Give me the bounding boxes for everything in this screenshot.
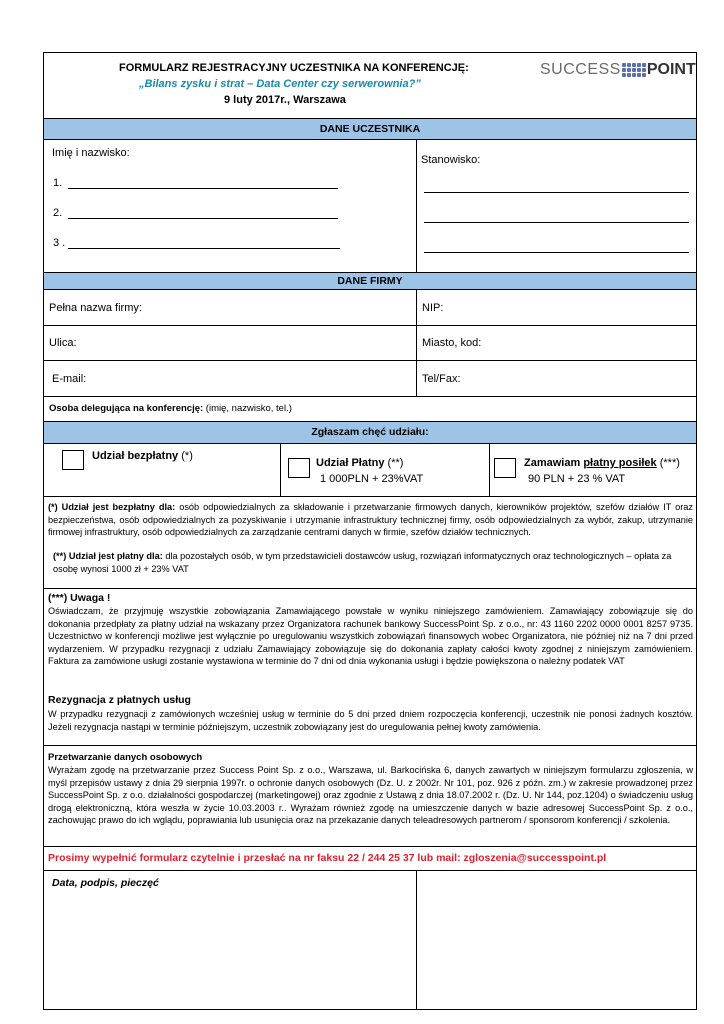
name-line-3[interactable] — [68, 248, 340, 249]
logo-dots-icon — [622, 63, 646, 77]
paid-participation-checkbox[interactable] — [288, 458, 310, 478]
meal-label — [524, 457, 680, 469]
name-line-3-number: 3 . — [53, 237, 66, 249]
company-divider-2 — [416, 326, 417, 360]
logo-text-success: SUCCESS — [540, 61, 621, 78]
name-line-1-number: 1. — [53, 177, 63, 189]
free-participation-checkbox[interactable] — [62, 450, 84, 470]
data-processing-section — [44, 745, 696, 846]
paid-label-mark: (**) — [384, 457, 404, 469]
paid-participation-note — [48, 550, 693, 575]
company-band-label: DANE FIRMY — [337, 275, 403, 287]
free-participation-label — [92, 450, 193, 462]
meal-checkbox[interactable] — [494, 458, 516, 478]
form-title: FORMULARZ REJESTRACYJNY UCZESTNIKA NA KONFERENCJĘ: — [119, 62, 469, 74]
data-processing-body: Wyrażam zgodę na przetwarzanie przez Success Point Sp. z o.o., Warszawa, ul. Barkocińska 6, danych zawartych w niniejszym formularzu zgłoszenia, w myśl przepisów ustawy z dnia 29 sierpnia 1997r. o ochronie danych osobowych (Dz. U. z 2002r. Nr 101, poz. 926 z późn. zm.) w zakresie prowadzonej przez SuccessPoint Sp. z o.o. działalności gospodarczej (marketingowej) oraz zgodnie z Ustawą z dnia 18.07.2002 r. (Dz. U. Nr 144, poz.1204) o świadczeniu usług drogą elektroniczną, która weszła w życie 10.03.2003 r.. Wyrażam również zgodę na umieszczenie danych w bazie adresowej SuccessPoint Sp. z o.o., zachowując prawo do ich wglądu, poprawiania lub usunięcia oraz na przekazanie danych teleadresowych partnerom / sponsorom konferencji / szkolenia. — [48, 765, 693, 826]
participation-band-label: Zgłaszam chęć udziału: — [311, 426, 429, 438]
name-line-2-number: 2. — [53, 207, 63, 219]
company-divider-1 — [416, 290, 417, 325]
participant-section-band — [44, 118, 696, 139]
street-label[interactable]: Ulica: — [49, 337, 77, 349]
terms-section — [44, 588, 696, 745]
logo-text-point: POINT — [646, 61, 696, 78]
participant-divider — [416, 140, 417, 272]
form-header — [44, 53, 696, 118]
position-line-3[interactable] — [424, 252, 689, 253]
options-divider-1 — [280, 444, 281, 496]
conference-date: 9 luty 2017r., Warszawa — [224, 94, 346, 106]
options-divider-2 — [489, 444, 490, 496]
successpoint-logo — [540, 61, 696, 79]
free-note-text: osób odpowiedzialnych za składowanie i przetwarzanie firmowych danych, kierowników projektów, szefów działów IT oraz bezpieczeństwa, osób odpowiedzialnych za pozyskiwanie i utrzymanie infrastruktury technicznej firmy, osób odpowiedzialnych za wybór, zakup, utrzymanie firmowej infrastruktury, osób odpowiedzialnych za zarządzanie centrami danych w firmie, szefów działów technicznych. — [48, 502, 693, 538]
resignation-heading: Rezygnacja z płatnych usług — [48, 694, 191, 706]
delegating-label — [49, 403, 292, 414]
signature-row — [44, 870, 696, 1009]
signature-label: Data, podpis, pieczęć — [52, 877, 159, 889]
delegating-row[interactable] — [44, 396, 696, 421]
paid-participation-label — [316, 457, 403, 469]
free-label-text: Udział bezpłatny — [92, 450, 179, 462]
name-line-2[interactable] — [68, 218, 338, 219]
paid-note-text: dla pozostałych osób, w tym przedstawicieli dostawców usług, rozwiązań informatycznych oraz technologicznych – opłata za osobę wynosi 1000 zł + 23% VAT — [53, 551, 672, 574]
email-label[interactable]: E-mail: — [52, 373, 87, 385]
terms-heading: (***) Uwaga ! — [48, 592, 111, 604]
position-line-1[interactable] — [424, 192, 689, 193]
participation-options — [44, 443, 696, 496]
registration-form — [43, 52, 697, 1010]
submission-note: Prosimy wypełnić formularz czytelnie i przesłać na nr faksu 22 / 244 25 37 lub mail: zgloszenia@successpoint.pl — [48, 852, 607, 864]
company-street-row — [44, 325, 696, 360]
participant-section — [44, 139, 696, 272]
free-label-mark: (*) — [178, 450, 193, 462]
participation-notes — [44, 496, 696, 588]
conference-name: „Bilans zysku i strat – Data Center czy serwerownia?” — [139, 78, 421, 90]
signature-field[interactable] — [44, 871, 416, 1009]
data-processing-heading: Przetwarzanie danych osobowych — [48, 752, 203, 763]
name-label: Imię i nazwisko: — [52, 147, 130, 159]
paid-participation-price: 1 000PLN + 23%VAT — [320, 473, 424, 485]
city-label[interactable]: Miasto, kod: — [422, 337, 482, 349]
participation-section-band — [44, 421, 696, 443]
company-name-label[interactable]: Pełna nazwa firmy: — [49, 302, 142, 314]
participant-band-label: DANE UCZESTNIKA — [319, 123, 421, 135]
telfax-label[interactable]: Tel/Fax: — [422, 373, 461, 385]
meal-label-text-a: Zamawiam — [524, 457, 584, 469]
paid-label-text: Udział Płatny — [316, 457, 385, 469]
delegating-label-hint: (imię, nazwisko, tel.) — [203, 403, 292, 414]
free-participation-note — [48, 501, 693, 539]
company-contact-row — [44, 360, 696, 396]
company-section-band — [44, 272, 696, 289]
paid-note-bold: (**) Udział jest płatny dla: — [53, 551, 163, 561]
meal-price: 90 PLN + 23 % VAT — [528, 473, 626, 485]
terms-body: Oświadczam, że przyjmuję wszystkie zobowiązania Zamawiającego powstałe w wyniku niniejszego zamówieniem. Zamawiający zobowiązuje się do dokonania przedpłaty za płatny udział na wskazany przez Organizatora rachunek bankowy SuccessPoint Sp. z o.o., nr: 43 1160 2202 0000 0001 8257 9735. Uczestnictwo w konferencji możliwe jest wyłącznie po uregulowaniu wszystkich zobowiązań finansowych wobec Organizatora, nie później niż na 7 dni przed wydarzeniem. W przypadku rezygnacji z udziału Zamawiający zobowiązuje się do dokonania zapłaty całości kwoty zgodnej z niniejszym zamówieniem. Faktura za zamówione usługi zostanie wystawiona w terminie do 7 dni od dnia wykonania usługi i będzie powiększona o należny podatek VAT — [48, 606, 693, 667]
resignation-body: W przypadku rezygnacji z zamówionych wcześniej usług w terminie do 5 dni przed dniem rozpoczęcia konferencji, uczestnik nie ponosi żadnych kosztów. Jeżeli rezygnacja nastąpi w terminie późniejszym, uczestnik zobowiązany jest do uregulowania pełnej kwoty zamówienia. — [48, 709, 693, 732]
name-line-1[interactable] — [68, 188, 338, 189]
position-line-2[interactable] — [424, 222, 689, 223]
stamp-field[interactable] — [417, 871, 695, 1009]
company-divider-3 — [416, 361, 417, 396]
submission-note-row — [44, 846, 696, 870]
company-name-row — [44, 289, 696, 325]
meal-label-text-b: płatny posiłek — [583, 457, 657, 469]
delegating-label-bold: Osoba delegująca na konferencję: — [49, 403, 204, 414]
meal-label-mark: (***) — [656, 457, 680, 469]
free-note-bold: (*) Udział jest bezpłatny dla: — [48, 502, 176, 512]
nip-label[interactable]: NIP: — [422, 302, 444, 314]
position-label: Stanowisko: — [421, 154, 481, 166]
